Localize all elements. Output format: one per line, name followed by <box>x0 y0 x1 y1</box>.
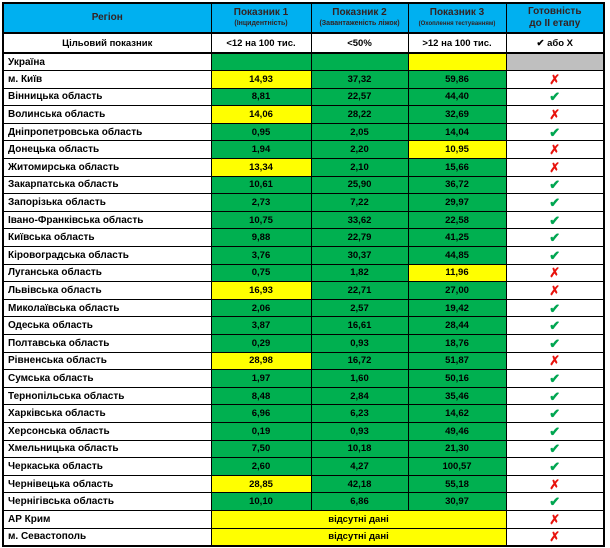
table-row <box>3 528 604 546</box>
check-icon: ✔ <box>506 458 604 476</box>
region-cell: Львівська область <box>3 282 211 300</box>
table-row <box>3 335 604 353</box>
indicator-cell: 19,42 <box>408 299 506 317</box>
indicator-cell: 55,18 <box>408 475 506 493</box>
indicator-cell: 100,57 <box>408 458 506 476</box>
indicator-cell: 59,86 <box>408 71 506 89</box>
cross-icon: ✗ <box>506 159 604 177</box>
indicator2-title: Показник 2 <box>332 6 387 18</box>
indicator-cell: 36,72 <box>408 176 506 194</box>
check-icon: ✔ <box>506 123 604 141</box>
indicator-cell: 28,98 <box>211 352 311 370</box>
region-cell: м. Київ <box>3 71 211 89</box>
region-cell: Черкаська область <box>3 458 211 476</box>
cross-icon: ✗ <box>506 352 604 370</box>
table-row <box>3 422 604 440</box>
table-body <box>3 53 604 546</box>
check-icon: ✔ <box>506 211 604 229</box>
region-cell: Вінницька область <box>3 88 211 106</box>
table-row <box>3 141 604 159</box>
region-cell: Київська область <box>3 229 211 247</box>
region-cell: Рівненська область <box>3 352 211 370</box>
indicator-cell: 0,95 <box>211 123 311 141</box>
indicator-cell: 41,25 <box>408 229 506 247</box>
indicator-cell: 2,05 <box>311 123 408 141</box>
indicator-cell: 13,34 <box>211 159 311 177</box>
indicator-cell: 18,76 <box>408 335 506 353</box>
indicator-cell: 44,40 <box>408 88 506 106</box>
table-row <box>3 211 604 229</box>
indicator-cell: 8,81 <box>211 88 311 106</box>
indicator-cell <box>211 53 311 71</box>
indicator-cell: 2,60 <box>211 458 311 476</box>
table-row <box>3 159 604 177</box>
col-header-indicator2 <box>311 3 408 33</box>
indicator-cell: 0,93 <box>311 422 408 440</box>
indicator-cell: 8,48 <box>211 387 311 405</box>
region-cell: Чернігівська область <box>3 493 211 511</box>
indicator-cell: 22,79 <box>311 229 408 247</box>
indicator-cell: 10,10 <box>211 493 311 511</box>
table-row <box>3 317 604 335</box>
indicator-cell: 1,97 <box>211 370 311 388</box>
indicator-cell: 22,71 <box>311 282 408 300</box>
region-cell: Житомирська область <box>3 159 211 177</box>
indicator-cell: 2,10 <box>311 159 408 177</box>
indicator3-subtitle: (Охоплення тестуванням) <box>418 20 496 27</box>
region-cell: Харківська область <box>3 405 211 423</box>
region-cell: Дніпропетровська область <box>3 123 211 141</box>
table-row <box>3 475 604 493</box>
indicator-cell: 0,93 <box>311 335 408 353</box>
table-row <box>3 123 604 141</box>
region-cell: Сумська область <box>3 370 211 388</box>
indicator-cell: 33,62 <box>311 211 408 229</box>
indicator-cell: 29,97 <box>408 194 506 212</box>
target-indicator2-value: <50% <box>311 33 408 53</box>
region-cell: Хмельницька область <box>3 440 211 458</box>
indicator-cell: 51,87 <box>408 352 506 370</box>
table-row <box>3 176 604 194</box>
indicator-cell: 14,62 <box>408 405 506 423</box>
indicator-cell: 27,00 <box>408 282 506 300</box>
indicator-cell: 30,37 <box>311 247 408 265</box>
indicator-cell: 15,66 <box>408 159 506 177</box>
indicator-cell: 2,20 <box>311 141 408 159</box>
cross-icon: ✗ <box>506 528 604 546</box>
indicator1-title: Показник 1 <box>233 6 289 18</box>
check-icon: ✔ <box>506 194 604 212</box>
col-header-readiness <box>506 3 604 33</box>
region-cell: м. Севастополь <box>3 528 211 546</box>
cross-icon: ✗ <box>506 141 604 159</box>
header-row <box>3 3 604 33</box>
col-header-indicator3 <box>408 3 506 33</box>
indicator2-subtitle: (Завантаженість ліжок) <box>319 19 400 27</box>
region-cell: Миколаївська область <box>3 299 211 317</box>
cross-icon: ✗ <box>506 264 604 282</box>
indicator-cell: 49,46 <box>408 422 506 440</box>
check-icon: ✔ <box>506 422 604 440</box>
indicator-cell: 14,93 <box>211 71 311 89</box>
indicator-cell: 14,06 <box>211 106 311 124</box>
table-row <box>3 229 604 247</box>
target-readiness-value: ✔ або X <box>506 33 604 53</box>
indicator-cell: 50,16 <box>408 370 506 388</box>
check-icon: ✔ <box>506 299 604 317</box>
indicator-cell: 9,88 <box>211 229 311 247</box>
indicator-cell: 10,75 <box>211 211 311 229</box>
check-icon: ✔ <box>506 405 604 423</box>
indicator-cell: 7,22 <box>311 194 408 212</box>
region-cell: Донецька область <box>3 141 211 159</box>
indicator-cell: 3,87 <box>211 317 311 335</box>
region-cell: Одеська область <box>3 317 211 335</box>
indicator-cell: 2,84 <box>311 387 408 405</box>
table-row <box>3 282 604 300</box>
table-row <box>3 370 604 388</box>
indicator-cell: 25,90 <box>311 176 408 194</box>
region-cell: Луганська область <box>3 264 211 282</box>
indicator-cell: 16,61 <box>311 317 408 335</box>
target-indicator1-value: <12 на 100 тис. <box>211 33 311 53</box>
check-icon: ✔ <box>506 370 604 388</box>
readiness-title-line2: до II етапу <box>529 18 581 29</box>
table-row <box>3 405 604 423</box>
region-cell: Україна <box>3 53 211 71</box>
col-header-region: Регіон <box>3 3 211 33</box>
region-cell: Волинська область <box>3 106 211 124</box>
table-row <box>3 88 604 106</box>
indicator-cell: 37,32 <box>311 71 408 89</box>
check-icon: ✔ <box>506 317 604 335</box>
region-cell: Чернівецька область <box>3 475 211 493</box>
target-row-label: Цільовий показник <box>3 33 211 53</box>
region-cell: Закарпатська область <box>3 176 211 194</box>
table-row <box>3 458 604 476</box>
check-icon: ✔ <box>506 247 604 265</box>
region-cell: Запорізька область <box>3 194 211 212</box>
table-row <box>3 247 604 265</box>
table-row <box>3 493 604 511</box>
table-row <box>3 53 604 71</box>
indicator-cell: 16,72 <box>311 352 408 370</box>
readiness-title-line1: Готовність <box>528 6 582 17</box>
indicator-cell: 3,76 <box>211 247 311 265</box>
check-icon: ✔ <box>506 229 604 247</box>
indicator-cell: 4,27 <box>311 458 408 476</box>
indicator-cell: 1,60 <box>311 370 408 388</box>
cross-icon: ✗ <box>506 282 604 300</box>
region-cell: Полтавська область <box>3 335 211 353</box>
merged-no-data-cell: відсутні дані <box>211 510 506 528</box>
cross-icon: ✗ <box>506 475 604 493</box>
indicator-cell <box>408 53 506 71</box>
indicator-cell: 35,46 <box>408 387 506 405</box>
indicators-table <box>2 2 605 547</box>
indicator-cell: 0,29 <box>211 335 311 353</box>
indicator-cell: 6,96 <box>211 405 311 423</box>
indicator-cell: 21,30 <box>408 440 506 458</box>
table-row <box>3 299 604 317</box>
indicator-cell: 6,23 <box>311 405 408 423</box>
target-indicator-row <box>3 33 604 53</box>
check-icon: ✔ <box>506 387 604 405</box>
indicator-cell: 30,97 <box>408 493 506 511</box>
table-row <box>3 106 604 124</box>
check-icon: ✔ <box>506 335 604 353</box>
indicator-cell: 22,57 <box>311 88 408 106</box>
table-row <box>3 194 604 212</box>
check-icon: ✔ <box>506 88 604 106</box>
indicator-cell: 10,18 <box>311 440 408 458</box>
status-cell-empty <box>506 53 604 71</box>
check-icon: ✔ <box>506 493 604 511</box>
table-row <box>3 440 604 458</box>
indicator-cell: 22,58 <box>408 211 506 229</box>
indicator-cell: 16,93 <box>211 282 311 300</box>
check-icon: ✔ <box>506 440 604 458</box>
indicator-cell: 10,95 <box>408 141 506 159</box>
table-row <box>3 352 604 370</box>
indicator-cell: 6,86 <box>311 493 408 511</box>
check-icon: ✔ <box>506 176 604 194</box>
region-cell: Херсонська область <box>3 422 211 440</box>
indicator-cell: 28,22 <box>311 106 408 124</box>
indicator-cell: 28,44 <box>408 317 506 335</box>
indicator-cell: 11,96 <box>408 264 506 282</box>
region-cell: Кіровоградська область <box>3 247 211 265</box>
indicator-cell: 10,61 <box>211 176 311 194</box>
indicator3-title: Показник 3 <box>429 6 485 18</box>
indicator-cell: 7,50 <box>211 440 311 458</box>
region-cell: Івано-Франківська область <box>3 211 211 229</box>
indicator-cell <box>311 53 408 71</box>
table-row <box>3 510 604 528</box>
region-cell: АР Крим <box>3 510 211 528</box>
indicator-cell: 32,69 <box>408 106 506 124</box>
indicator-cell: 14,04 <box>408 123 506 141</box>
indicator1-subtitle: (Інцидентність) <box>234 19 288 27</box>
indicator-cell: 28,85 <box>211 475 311 493</box>
indicator-cell: 1,94 <box>211 141 311 159</box>
indicator-cell: 42,18 <box>311 475 408 493</box>
col-header-indicator1 <box>211 3 311 33</box>
table-row <box>3 387 604 405</box>
table-row <box>3 264 604 282</box>
cross-icon: ✗ <box>506 106 604 124</box>
merged-no-data-cell: відсутні дані <box>211 528 506 546</box>
indicator-cell: 0,19 <box>211 422 311 440</box>
indicator-cell: 0,75 <box>211 264 311 282</box>
indicator-cell: 44,85 <box>408 247 506 265</box>
table-row <box>3 71 604 89</box>
target-indicator3-value: >12 на 100 тис. <box>408 33 506 53</box>
indicator-cell: 2,73 <box>211 194 311 212</box>
indicator-cell: 2,57 <box>311 299 408 317</box>
cross-icon: ✗ <box>506 510 604 528</box>
indicator-cell: 2,06 <box>211 299 311 317</box>
cross-icon: ✗ <box>506 71 604 89</box>
region-cell: Тернопільська область <box>3 387 211 405</box>
indicator-cell: 1,82 <box>311 264 408 282</box>
